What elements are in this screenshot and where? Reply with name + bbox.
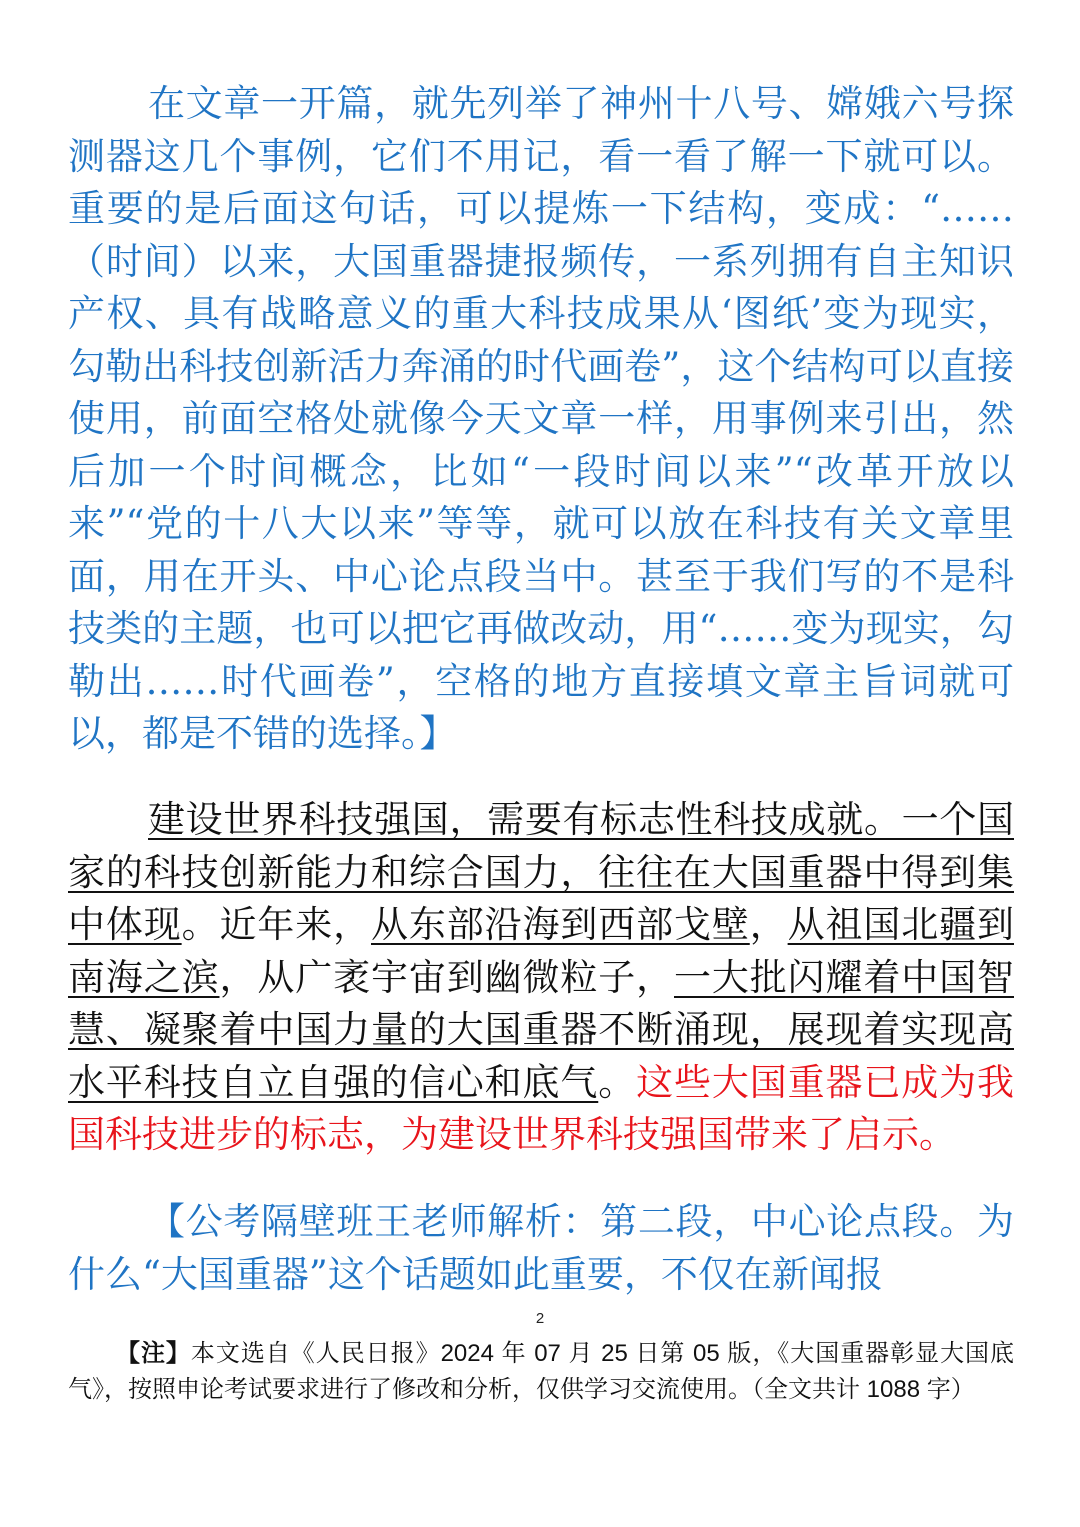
plain-text-1: 。近年来， (181, 903, 371, 946)
footnote-label: 【注】 (116, 1340, 191, 1367)
footnote-text: 本文选自《人民日报》2024 年 07 月 25 日第 05 版，《大国重器彰显大国底气》，按照申论考试要求进行了修改和分析，仅供学习交流使用。（全文共计 1088 字） (68, 1340, 1014, 1403)
underlined-text-3: 从祖国北疆到南海之滨 (68, 903, 1014, 999)
highlighted-thesis: 这些大国重器已成为我国科技进步的标志，为建设世界科技强国带来了启示。 (68, 1060, 1014, 1156)
article-paragraph-2 (68, 794, 1014, 1162)
plain-text-2: ， (749, 903, 788, 946)
analysis-paragraph-2 (68, 1196, 1014, 1301)
underlined-text-1: 建设世界科技强国，需要有标志性科技成就。一个国家的科技创新能力和综合国力，往往在大国重器中得到集中体现 (68, 798, 1014, 946)
analysis-text-2: 【公考隔壁班王老师解析：第二段，中心论点段。为什么“大国重器”这个话题如此重要，不仅在新闻报 (68, 1200, 1014, 1296)
plain-text-3: ，从广袤宇宙到幽微粒子， (219, 955, 674, 999)
underlined-text-2: 从东部沿海到西部戈壁 (371, 903, 750, 946)
underlined-text-4: 一大批闪耀着中国智慧、凝聚着中国力量的大国重器不断涌现，展现着实现高水平科技自立自强的信心和底气 (68, 955, 1014, 1104)
footnote (68, 1336, 1014, 1408)
analysis-text: 在文章一开篇，就先列举了神州十八号、嫦娥六号探测器这几个事例，它们不用记，看一看了解一下就可以。重要的是后面这句话，可以提炼一下结构，变成：“……（时间）以来，大国重器捷报频传，一系列拥有自主知识产权、具有战略意义的重大科技成果从‘图纸’变为现实，勾勒出科技创新活力奔涌的时代画卷”，这个结构可以直接使用，前面空格处就像今天文章一样，用事例来引出，然后加一个时间概念，比如“一段时间以来”“改革开放以来”“党的十八大以来”等等，就可以放在科技有关文章里面，用在开头、中心论点段当中。甚至于我们写的不是科技类的主题，也可以把它再做改动，用“……变为现实，勾勒出……时代画卷”，空格的地方直接填文章主旨词就可以，都是不错的选择。】 (68, 82, 1014, 755)
analysis-paragraph (68, 78, 1014, 761)
page-number: 2 (535, 1310, 545, 1327)
plain-text-4: 。 (598, 1060, 637, 1104)
